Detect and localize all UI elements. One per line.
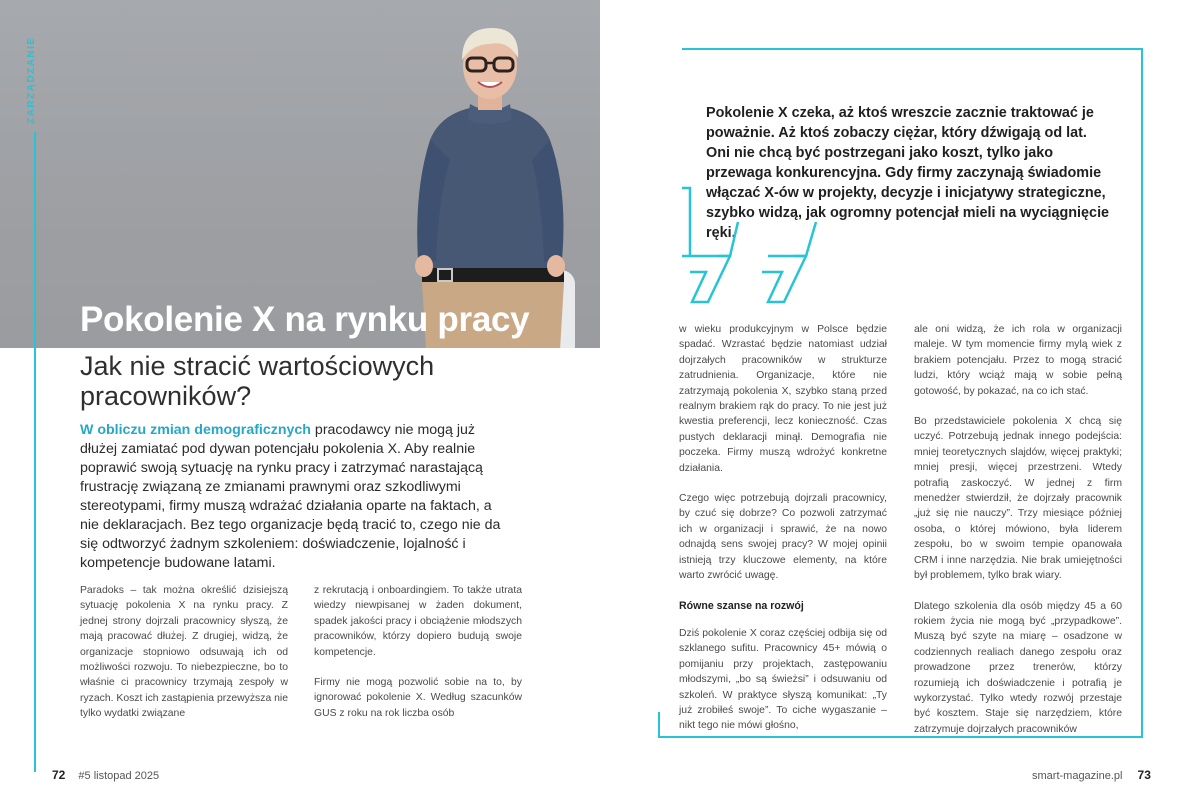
- section-label: ZARZĄDZANIE: [26, 36, 37, 124]
- article-subheadline: Jak nie stracić wartościowych pracowników?: [80, 351, 435, 411]
- pull-quote: Pokolenie X czeka, aż ktoś wreszcie zacznie traktować je poważnie. Aż ktoś zobaczy ciężar, który dźwigają od lat. Oni nie chcą być postrzegani jako koszt, tylko jako przewaga konkurencyjna. Gdy firmy zaczynają świadomie włączać X-ów w projekty, decyzje i inicjatywy strategiczne, szybko widzą, jak ogromny potencjał mieli na wyciągnięcie ręki.: [706, 105, 1110, 241]
- quote-frame-line: [1141, 48, 1143, 738]
- column-2: [314, 583, 522, 736]
- portrait-photo: [0, 0, 600, 348]
- paragraph: w wieku produkcyjnym w Polsce będzie spadać. Wzrastać będzie natomiast udział dojrzałych pracowników w strukturze zatrudnienia. Organizacje, które nie zatrzymają pokolenia X, szybko staną przed realnym brakiem rąk do pracy. To nie jest już kwestia preferencji, lecz konieczność. Czas pustych deklaracji minął. Demografia nie poczeka. Firmy muszą wdrożyć konkretne działania.: [679, 324, 887, 474]
- page-number-right: 73: [1137, 768, 1151, 782]
- footer-left: [52, 768, 159, 782]
- quote-frame-line: [658, 712, 660, 738]
- page-number-left: 72: [52, 768, 66, 782]
- section-heading: Równe szanse na rozwój: [679, 599, 804, 612]
- paragraph: Dziś pokolenie X coraz częściej odbija się od szklanego sufitu. Pracownicy 45+ mówią o pomijaniu przy projektach, zastępowaniu młodszymi, „bo są świeżsi” i odsuwaniu od szkoleń. W praktyce słyszą komunikat: „Ty już zrobiłeś swoje”. To ciche wygaszanie – nikt tego nie mówi głośno,: [679, 627, 887, 732]
- accent-rule: [34, 132, 36, 772]
- footer-right: [1032, 768, 1151, 782]
- lead-text: pracodawcy nie mogą już dłużej zamiatać pod dywan potencjału pokolenia X. Aby realnie poprawić swoją sytuację na rynku pracy i zatrzymać narastającą frustrację związaną ze zmianami prawnymi oraz szkodliwymi stereotypami, firmy muszą wdrażać działania oparte na faktach, a nie deklaracjach. Bez tego organizacje będą tracić to, czego nie da się odtworzyć żadnym szkoleniem: doświadczenie, lojalność i kompetencje budowane latami.: [80, 422, 501, 571]
- lead-highlight: W obliczu zmian demograficznych: [80, 422, 311, 438]
- quote-frame-line: [682, 48, 1143, 50]
- paragraph: ale oni widzą, że ich rola w organizacji maleje. W tym momencie firmy mylą wiek z brakiem potencjału. Przez to mogą stracić ludzi, który wciąż mają w sobie pełną gotowość, by pokazać, na co ich stać.: [914, 324, 1122, 397]
- paragraph: z rekrutacją i onboardingiem. To także utrata wiedzy niewpisanej w żaden dokument, spadek jakości pracy i obciążenie młodszych pracowników, którzy dopiero budują swoje kompetencje.: [314, 585, 522, 658]
- paragraph: Bo przedstawiciele pokolenia X chcą się uczyć. Potrzebują jednak innego podejścia: mniej teoretycznych slajdów, więcej praktyki; mniej presji, więcej przestrzeni. Wtedy potrafią zaskoczyć. W jednej z firm menedżer stwierdził, że dojrzały pracownik „już się nie nauczy”. Trzy miesiące później osoba, o której mówiono, była liderem zespołu, bo w swoim tempie opanowała CRM i inne narzędzia. Nie brak umiejętności był problemem, tylko brak wiary.: [914, 416, 1122, 582]
- paragraph: Czego więc potrzebują dojrzali pracownicy, by czuć się dobrze? Co pozwoli zatrzymać ich w organizacji i sprawić, że na nowo odnajdą sens swojej pracy? W mojej opinii istnieją trzy kluczowe elementy, na które warto zwrócić uwagę.: [679, 493, 887, 582]
- article-headline: Pokolenie X na rynku pracy: [80, 300, 530, 339]
- quote-marks-icon: [678, 186, 848, 306]
- paragraph: Paradoks – tak można określić dzisiejszą sytuację pokolenia X na rynku pracy. Z jednej strony dojrzali pracownicy słyszą, że mają pracować dłużej. Z drugiej, widzą, że organizacje stopniowo odsuwają ich od możliwości rozwoju. To niebezpieczne, bo to właśnie ci pracownicy trzymają zespoły w ryzach. Koszt ich zastąpienia przewyższa nie tylko wydatki związane: [80, 585, 288, 720]
- column-1: [80, 583, 288, 737]
- paragraph: Dlatego szkolenia dla osób między 45 a 60 rokiem życia nie mogą być „przypadkowe”. Muszą być szyte na miarę – osadzone w codziennych realiach danego zespołu oraz prowadzone przez trenerów, którzy rozumieją ich doświadczenie i potrafią je wykorzystać. Tylko wtedy rozwój przestaje być kosztem. Staje się narzędziem, które zatrzymuje dojrzałych pracowników: [914, 600, 1122, 735]
- lead-paragraph: [80, 421, 510, 573]
- column-3: [679, 322, 887, 749]
- issue-label: #5 listopad 2025: [78, 770, 160, 782]
- site-url: smart-magazine.pl: [1032, 770, 1123, 782]
- paragraph: Firmy nie mogą pozwolić sobie na to, by ignorować pokolenie X. Według szacunków GUS z roku na rok liczba osób: [314, 677, 522, 719]
- column-4: [914, 322, 1122, 752]
